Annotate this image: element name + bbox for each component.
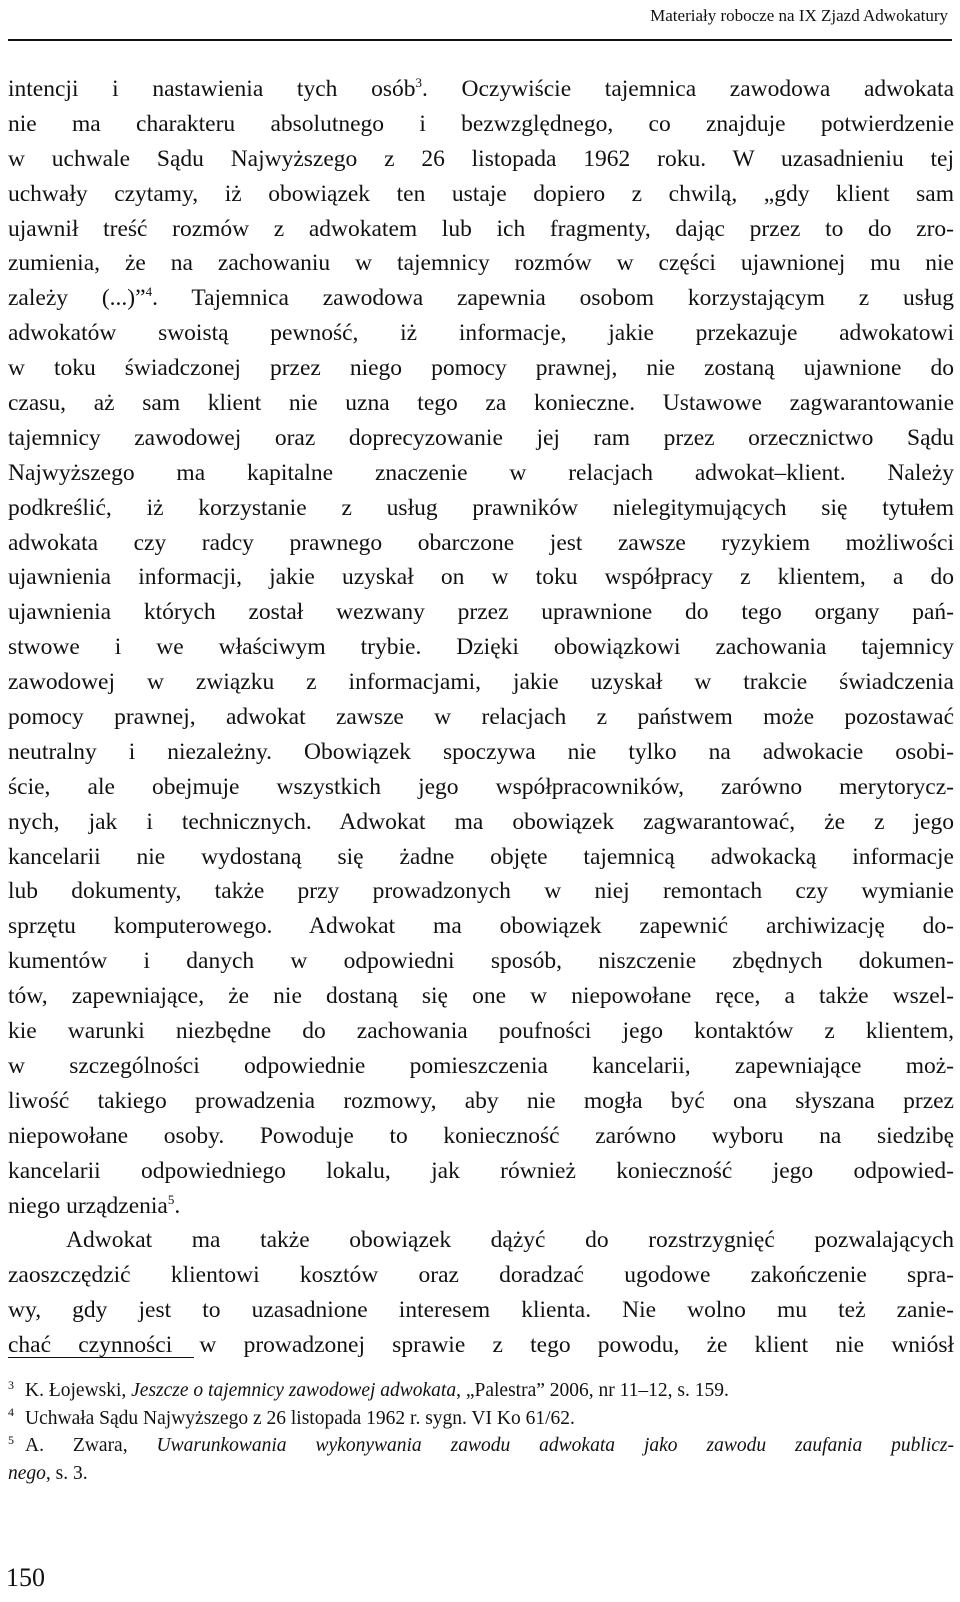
text-line: ujawnił treść rozmów z adwokatem lub ich fragmenty, dając przez to do zro- [8, 215, 954, 242]
text-line: pomocy prawnej, adwokat zawsze w relacjach z państwem może pozostawać [8, 704, 954, 731]
text-line: nych, jak i technicznych. Adwokat ma obowiązek zagwarantować, że z jego [8, 808, 954, 835]
footnotes [8, 1377, 954, 1487]
page-number: 150 [6, 1563, 45, 1592]
text-line: uchwały czytamy, iż obowiązek ten ustaje dopiero z chwilą, „gdy klient sam [8, 180, 954, 207]
text-line: adwokata czy radcy prawnego obarczone jest zawsze ryzykiem możliwości [8, 529, 954, 556]
text-line: wy, gdy jest to uzasadnione interesem klienta. Nie wolno mu też zanie- [8, 1297, 954, 1324]
footnote-5-continued: nego, s. 3. [8, 1462, 88, 1484]
footnote-ref-5[interactable]: 5 [167, 1191, 175, 1207]
running-header: Materiały robocze na IX Zjazd Adwokatury [650, 6, 948, 25]
footnote-3: 3 K. Łojewski, Jeszcze o tajemnicy zawodowej adwokata, „Palestra” 2006, nr 11–12, s. 159. [8, 1377, 729, 1401]
text-line: kumentów i danych w odpowiedni sposób, niszczenie zbędnych dokumen- [8, 948, 954, 975]
text-line: Najwyższego ma kapitalne znaczenie w relacjach adwokat–klient. Należy [8, 459, 954, 486]
text-line: chać czynności w prowadzonej sprawie z tego powodu, że klient nie wniósł [8, 1332, 954, 1359]
text-line: kie warunki niezbędne do zachowania poufności jego kontaktów z klientem, [8, 1018, 954, 1045]
text-line: neutralny i niezależny. Obowiązek spoczywa nie tylko na adwokacie osobi- [8, 738, 954, 765]
body-text [8, 72, 954, 1363]
text-line: w uchwale Sądu Najwyższego z 26 listopada 1962 roku. W uzasadnieniu tej [8, 145, 954, 172]
text-line: tów, zapewniające, że nie dostaną się one w niepowołane ręce, a także wszel- [8, 983, 954, 1010]
text-line: kancelarii nie wydostaną się żadne objęte tajemnicą adwokacką informacje [8, 843, 954, 870]
footnote-5: 5 A. Zwara, Uwarunkowania wykonywania zawodu adwokata jako zawodu zaufania publicz- [8, 1432, 954, 1456]
footnote-title: Jeszcze o tajemnicy zawodowej adwokata [131, 1380, 457, 1401]
footnote-4: 4 Uchwała Sądu Najwyższego z 26 listopada 1962 r. sygn. VI Ko 61/62. [8, 1405, 575, 1429]
footnote-ref-4[interactable]: 4 [145, 284, 153, 300]
text-line: liwość takiego prowadzenia rozmowy, aby nie mogła być ona słyszana przez [8, 1087, 954, 1114]
paragraph-start-line: Adwokat ma także obowiązek dążyć do rozstrzygnięć pozwalających [66, 1227, 954, 1254]
text-line: kancelarii odpowiedniego lokalu, jak również konieczność jego odpowied- [8, 1157, 954, 1184]
text-line: podkreślić, iż korzystanie z usług prawników nielegitymujących się tytułem [8, 494, 954, 521]
text-line: w toku świadczonej przez niego pomocy prawnej, nie zostaną ujawnione do [8, 355, 954, 382]
text-line: tajemnicy zawodowej oraz doprecyzowanie jej ram przez orzecznictwo Sądu [8, 424, 954, 451]
text-line: zawodowej w związku z informacjami, jakie uzyskał w trakcie świadczenia [8, 669, 954, 696]
footnote-title: Uwarunkowania wykonywania zawodu adwokata jako zawodu zaufania publicz- [156, 1435, 954, 1456]
text-line: sprzętu komputerowego. Adwokat ma obowiązek zapewnić archiwizację do- [8, 913, 954, 940]
footnote-rule [8, 1357, 194, 1358]
text-line: niepowołane osoby. Powoduje to konieczność zarówno wyboru na siedzibę [8, 1122, 954, 1149]
text-line: w szczególności odpowiednie pomieszczenia kancelarii, zapewniające moż- [8, 1052, 954, 1079]
text-line: stwowe i we właściwym trybie. Dzięki obowiązkowi zachowania tajemnicy [8, 634, 954, 661]
text-line: czasu, aż sam klient nie uzna tego za konieczne. Ustawowe zagwarantowanie [8, 390, 954, 417]
text-line: ście, ale obejmuje wszystkich jego współpracowników, zarówno merytorycz- [8, 773, 954, 800]
text-line: zumienia, że na zachowaniu w tajemnicy rozmów w części ujawnionej mu nie [8, 250, 954, 277]
footnote-ref-3[interactable]: 3 [415, 75, 422, 91]
text-line: zaoszczędzić klientowi kosztów oraz doradzać ugodowe zakończenie spra- [8, 1262, 954, 1289]
text-line: nie ma charakteru absolutnego i bezwzględnego, co znajduje potwierdzenie [8, 110, 954, 137]
header-rule [8, 39, 952, 41]
text-line: lub dokumenty, także przy prowadzonych w niej remontach czy wymianie [8, 878, 954, 905]
text-line: intencji i nastawienia tych osób$^3$. Oczywiście tajemnica zawodowa adwokata [8, 75, 954, 102]
text-line: ujawnienia których został wezwany przez uprawnione do tego organy pań- [8, 599, 954, 626]
text-line: adwokatów swoistą pewność, iż informacje, jakie przekazuje adwokatowi [8, 320, 954, 347]
text-line: ujawnienia informacji, jakie uzyskał on w toku współpracy z klientem, a do [8, 564, 954, 591]
text-line: zależy (...)”$^4$. Tajemnica zawodowa zapewnia osobom korzystającym z usług [8, 284, 954, 312]
text-line: niego urządzenia$^5$. [8, 1191, 181, 1219]
